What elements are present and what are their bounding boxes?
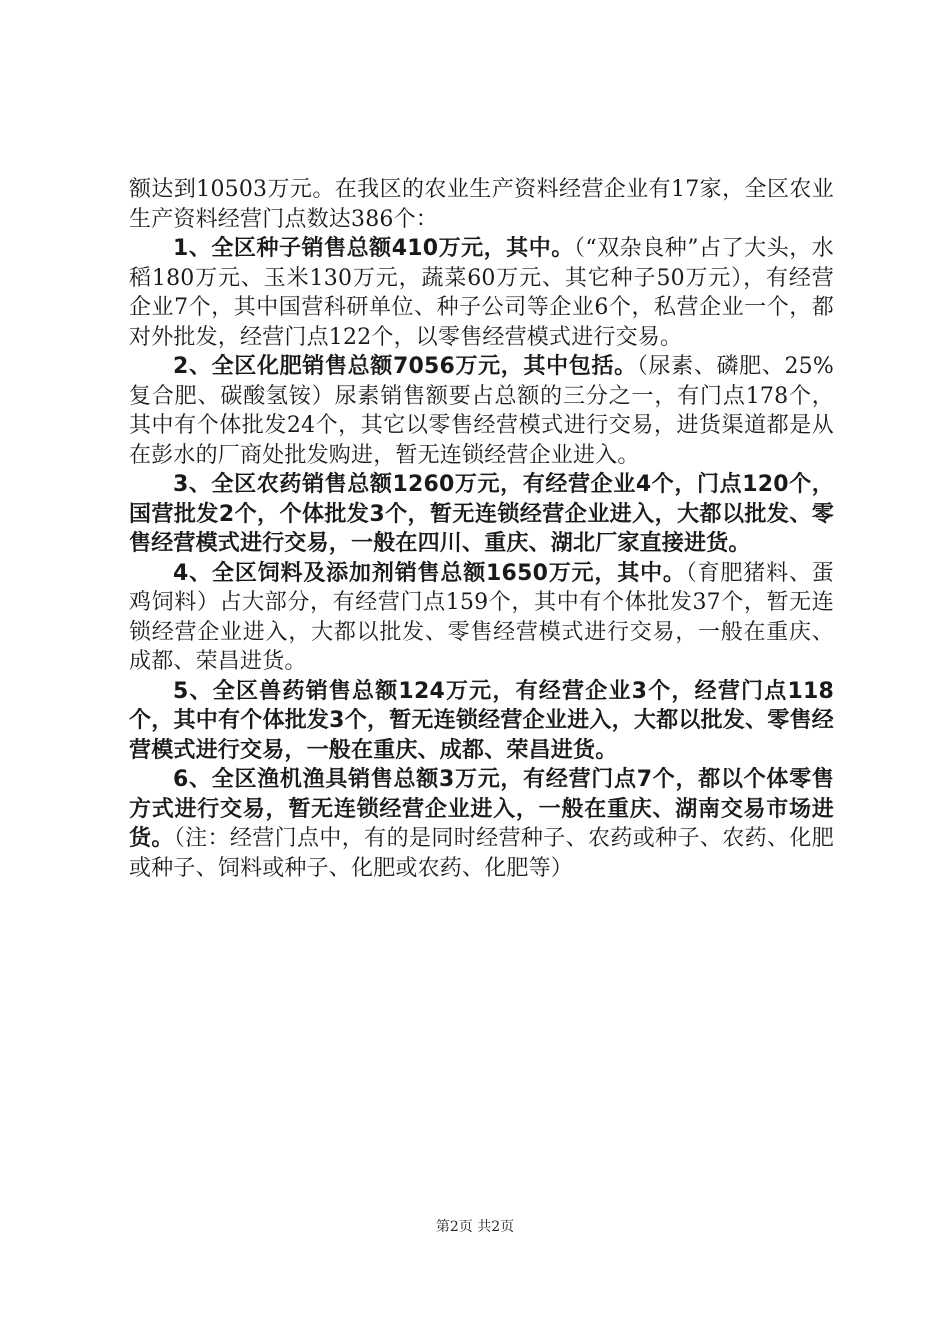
item-text: （育肥猪料、蛋鸡饲料）占大部分，有经营门点159个，其中有个体批发37个，暂无连锁经营企业进入，大都以批发、零售经营模式进行交易，一般在重庆、成都、荣昌进货。: [129, 560, 834, 674]
item-lead: 1、全区种子销售总额410万元，其中。: [173, 236, 574, 261]
item-lead: 4、全区饲料及添加剂销售总额1650万元，其中。: [173, 560, 686, 586]
item-paragraph-4: [129, 559, 834, 677]
item-text: （注：经营门点中，有的是同时经营种子、农药或种子、农药、化肥或种子、饲料或种子、化肥或农药、化肥等）: [129, 826, 834, 881]
intro-paragraph: 额达到10503万元。在我区的农业生产资料经营企业有17家，全区农业生产资料经营门点数达386个：: [129, 177, 834, 232]
item-paragraph-1: [129, 234, 834, 352]
item-lead: 2、全区化肥销售总额7056万元，其中包括。: [173, 354, 637, 379]
item-lead: 3、全区农药销售总额1260万元，有经营企业4个，门点120个，国营批发2个，个体批发3个，暂无连锁经营企业进入，大都以批发、零售经营模式进行交易，一般在四川、重庆、湖北厂家直接进货。: [129, 472, 834, 556]
item-paragraph-2: [129, 352, 834, 470]
item-text: （“双杂良种”占了大头，水稻180万元、玉米130万元，蔬菜60万元、其它种子50万元），有经营企业7个，其中国营科研单位、种子公司等企业6个，私营企业一个，都对外批发，经营门点122个，以零售经营模式进行交易。: [129, 236, 834, 350]
item-text: （尿素、磷肥、25%复合肥、碳酸氢铵）尿素销售额要占总额的三分之一，有门点178个，其中有个体批发24个，其它以零售经营模式进行交易，进货渠道都是从在彭水的厂商处批发购进，暂无连锁经营企业进入。: [129, 354, 834, 468]
page-footer: 第2页 共2页: [435, 1219, 515, 1235]
document-body: [129, 175, 834, 883]
item-paragraph-3: [129, 470, 834, 559]
item-paragraph-6: [129, 765, 834, 883]
item-paragraph-5: [129, 677, 834, 766]
item-lead: 6、全区渔机渔具销售总额3万元，有经营门点7个，都以个体零售方式进行交易，暂无连锁经营企业进入，一般在重庆、湖南交易市场进货。: [129, 767, 834, 851]
item-lead: 5、全区兽药销售总额124万元，有经营企业3个，经营门点118个，其中有个体批发3个，暂无连锁经营企业进入，大都以批发、零售经营模式进行交易，一般在重庆、成都、荣昌进货。: [129, 678, 834, 763]
